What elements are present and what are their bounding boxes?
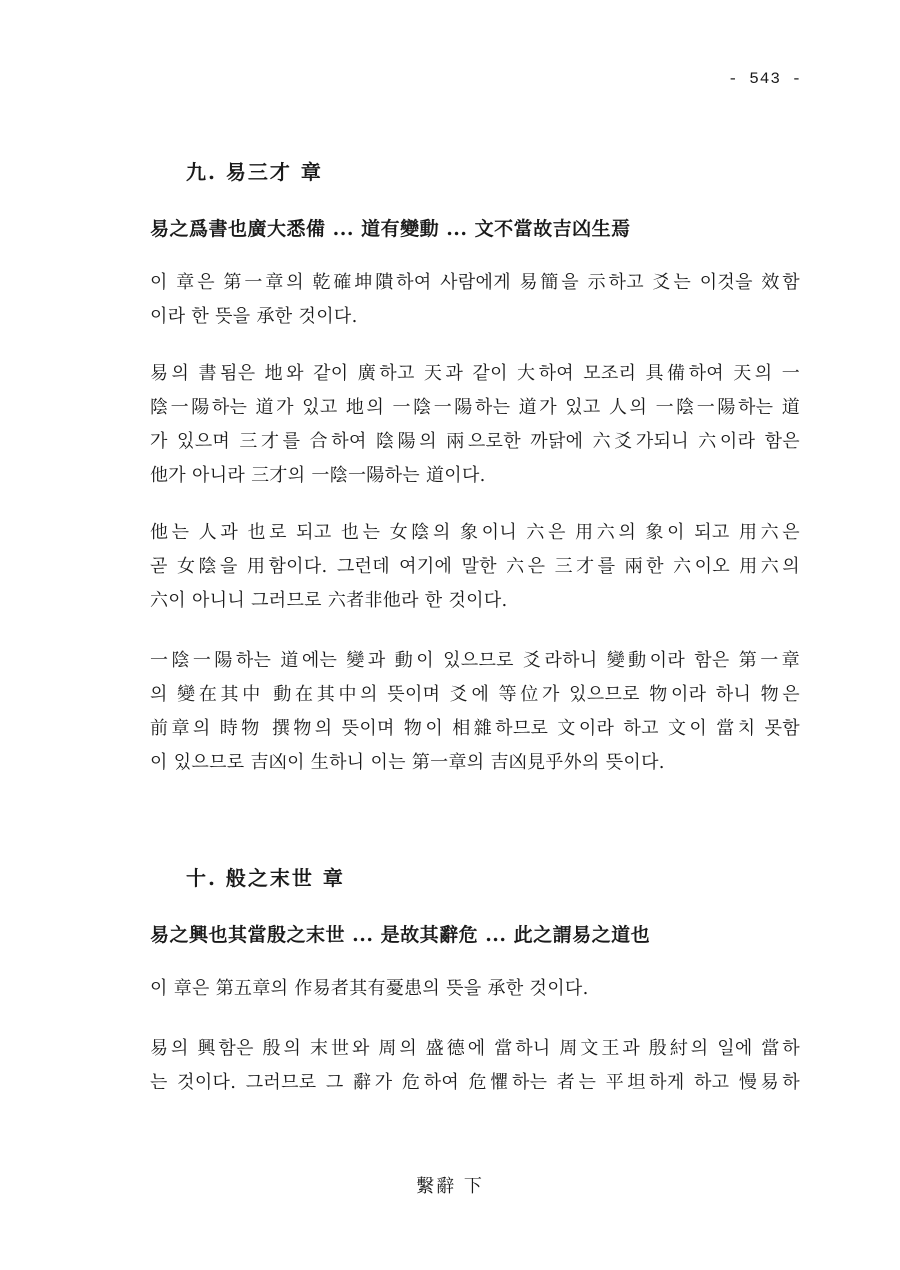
section-9-title: 九. 易三才 章 [186, 160, 323, 184]
section-9-paragraph-1 [150, 266, 800, 334]
text-line: 他가 아니라 三才의 一陰一陽하는 道이다. [150, 465, 486, 486]
text-line: 이라 한 뜻을 承한 것이다. [150, 306, 358, 327]
text-line: 六이 아니니 그러므로 六者非他라 한 것이다. [150, 590, 508, 611]
section-10-title: 十. 般之末世 章 [186, 866, 345, 890]
section-9-quote: 易之爲書也廣大悉備 ... 道有變動 ... 文不當故吉凶生焉 [150, 218, 631, 240]
text-line: 이 章은 第五章의 作易者其有憂患의 뜻을 承한 것이다. [150, 978, 589, 999]
text-line: 는 것이다. 그러므로 그 辭가 危하여 危懼하는 者는 平坦하게 하고 慢易하 [150, 1072, 800, 1093]
text-line: 의 變在其中 動在其中의 뜻이며 爻에 等位가 있으므로 物이라 하니 物은 [150, 684, 800, 705]
text-line: 他는 人과 也로 되고 也는 女陰의 象이니 六은 用六의 象이 되고 用六은 [150, 522, 800, 543]
page-footer: 繫辭 下 [416, 1176, 484, 1197]
text-line: 곧 女陰을 用함이다. 그런데 여기에 말한 六은 三才를 兩한 六이오 用六의 [150, 556, 800, 577]
section-9-paragraph-2 [150, 357, 800, 493]
text-line: 前章의 時物 撰物의 뜻이며 物이 相雜하므로 文이라 하고 文이 當치 못함 [150, 718, 800, 739]
text-line: 易의 興함은 殷의 末世와 周의 盛德에 當하니 周文王과 殷紂의 일에 當하 [150, 1038, 800, 1059]
text-line: 易의 書됨은 地와 같이 廣하고 天과 같이 大하여 모조리 具備하여 天의 一 [150, 363, 800, 384]
text-line: 이 章은 第一章의 乾確坤隤하여 사람에게 易簡을 示하고 爻는 이것을 效함 [150, 272, 800, 293]
text-line: 一陰一陽하는 道에는 變과 動이 있으므로 爻라하니 變動이라 함은 第一章 [150, 650, 800, 671]
section-10-quote: 易之興也其當殷之末世 ... 是故其辭危 ... 此之謂易之道也 [150, 924, 651, 946]
section-9-paragraph-3 [150, 516, 800, 618]
text-line: 陰一陽하는 道가 있고 地의 一陰一陽하는 道가 있고 人의 一陰一陽하는 道 [150, 397, 800, 418]
section-10-paragraph-2 [150, 1032, 800, 1100]
section-10-paragraph-1 [150, 972, 800, 1006]
section-9-paragraph-4 [150, 644, 800, 780]
text-line: 가 있으며 三才를 合하여 陰陽의 兩으로한 까닭에 六爻가되니 六이라 함은 [150, 431, 800, 452]
text-line: 이 있으므로 吉凶이 生하니 이는 第一章의 吉凶見乎外의 뜻이다. [150, 752, 665, 773]
page-number: - 543 - [728, 70, 803, 88]
